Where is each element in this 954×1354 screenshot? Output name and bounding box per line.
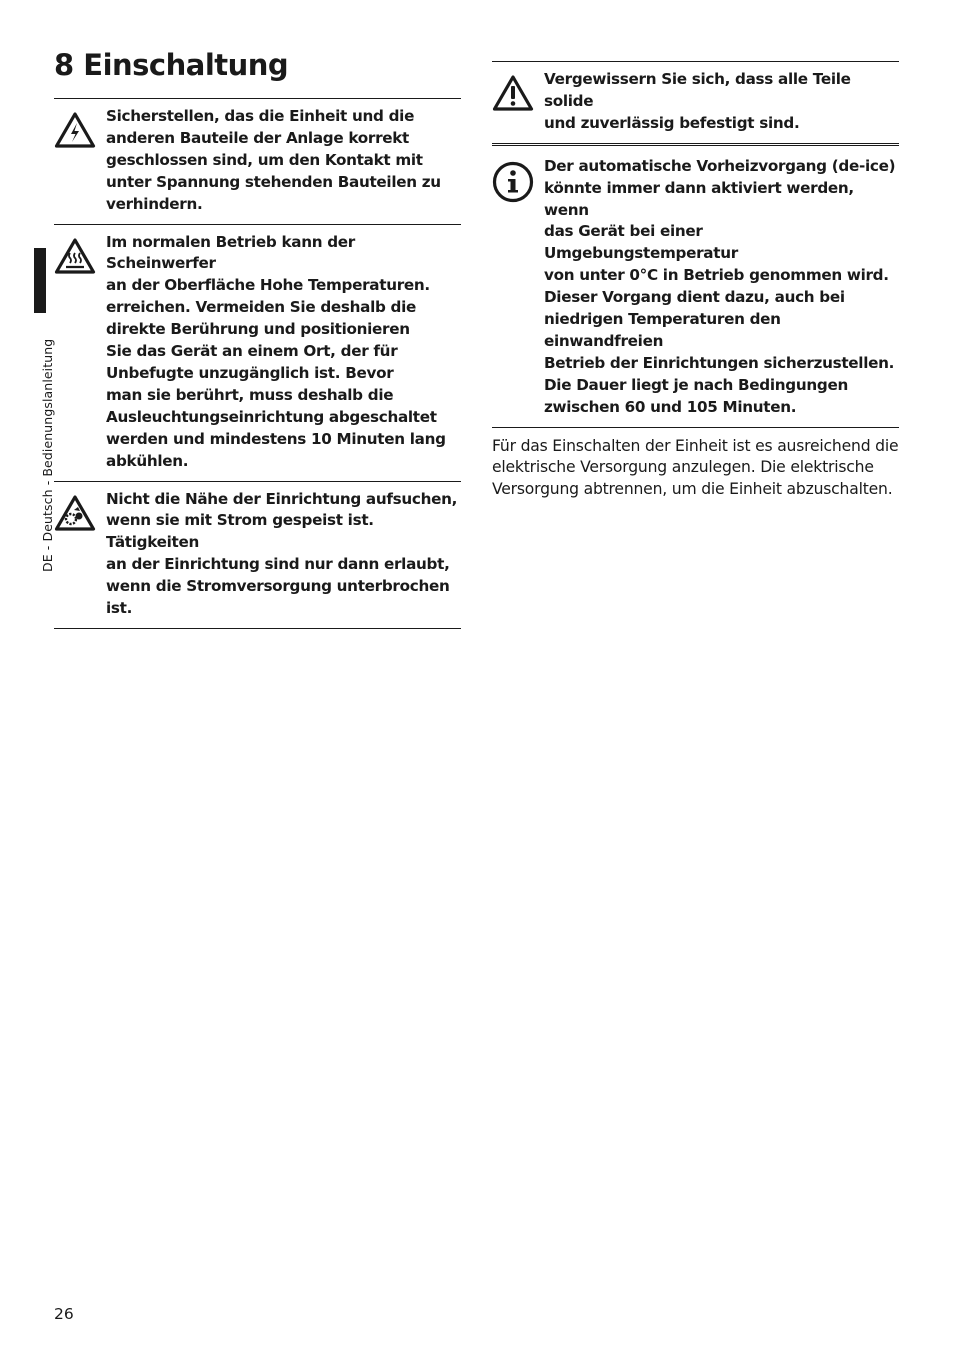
hot-surface-warning-icon [54,232,106,275]
notice-text: Nicht die Nähe der Einrichtung aufsuchen, wenn sie mit Strom gespeist ist. Tätigkeiten an der Einrichtung sind nur dann erlaubt, wenn die Stromversorgung unterbrochen ist. [106,489,458,618]
notice-text: Im normalen Betrieb kann der Scheinwerfer an der Oberfläche Hohe Temperaturen. erreichen. Vermeiden Sie deshalb die direkte Berührung und positionieren Sie das Gerät an einem Ort, der für Unbefugte unzugänglich ist. Bevor man sie berührt, muss deshalb die Ausleuchtungseinrichtung abgeschaltet werden und mindestens 10 Minuten lang abkühlen. [106,232,446,470]
page-title: 8 Einschaltung [54,48,289,82]
general-warning-icon [492,69,544,112]
body-paragraph: Für das Einschalten der Einheit ist es ausreichend die elektrische Versorgung anzulegen. Die elektrische Versorgung abtrennen, um die Einheit abzuschalten. [492,436,899,498]
notice-text: Sicherstellen, das die Einheit und die anderen Bauteile der Anlage korrekt geschlossen sind, um den Kontakt mit unter Spannung stehenden Bauteilen zu verhindern. [106,107,441,213]
notice-general-warning [492,61,899,143]
info-icon [492,156,544,203]
side-language-label: DE - Deutsch - Bedienungslanleitung [40,338,55,572]
notice-text: Der automatische Vorheizvorgang (de-ice) könnte immer dann aktiviert werden, wenn das Gerät bei einer Umgebungstemperatur von unter 0°C in Betrieb genommen wird. Dieser Vorgang dient dazu, auch bei niedrigen Temperaturen den einwandfreien Betrieb der Einrichtungen sicherzustellen. Die Dauer liegt je nach Bedingungen zwischen 60 und 105 Minuten. [544,156,896,416]
notice-moving-parts [54,481,461,629]
notice-text: Vergewissern Sie sich, dass alle Teile solide und zuverlässig befestigt sind. [544,70,851,132]
right-column [492,61,899,501]
notice-electric-shock [54,98,461,224]
moving-parts-warning-icon [54,489,106,532]
notice-info [492,143,899,428]
left-column [54,98,461,629]
electric-shock-warning-icon [54,106,106,149]
section-marker-bar [34,248,46,313]
notice-hot-surface [54,224,461,481]
page-number: 26 [54,1305,74,1323]
